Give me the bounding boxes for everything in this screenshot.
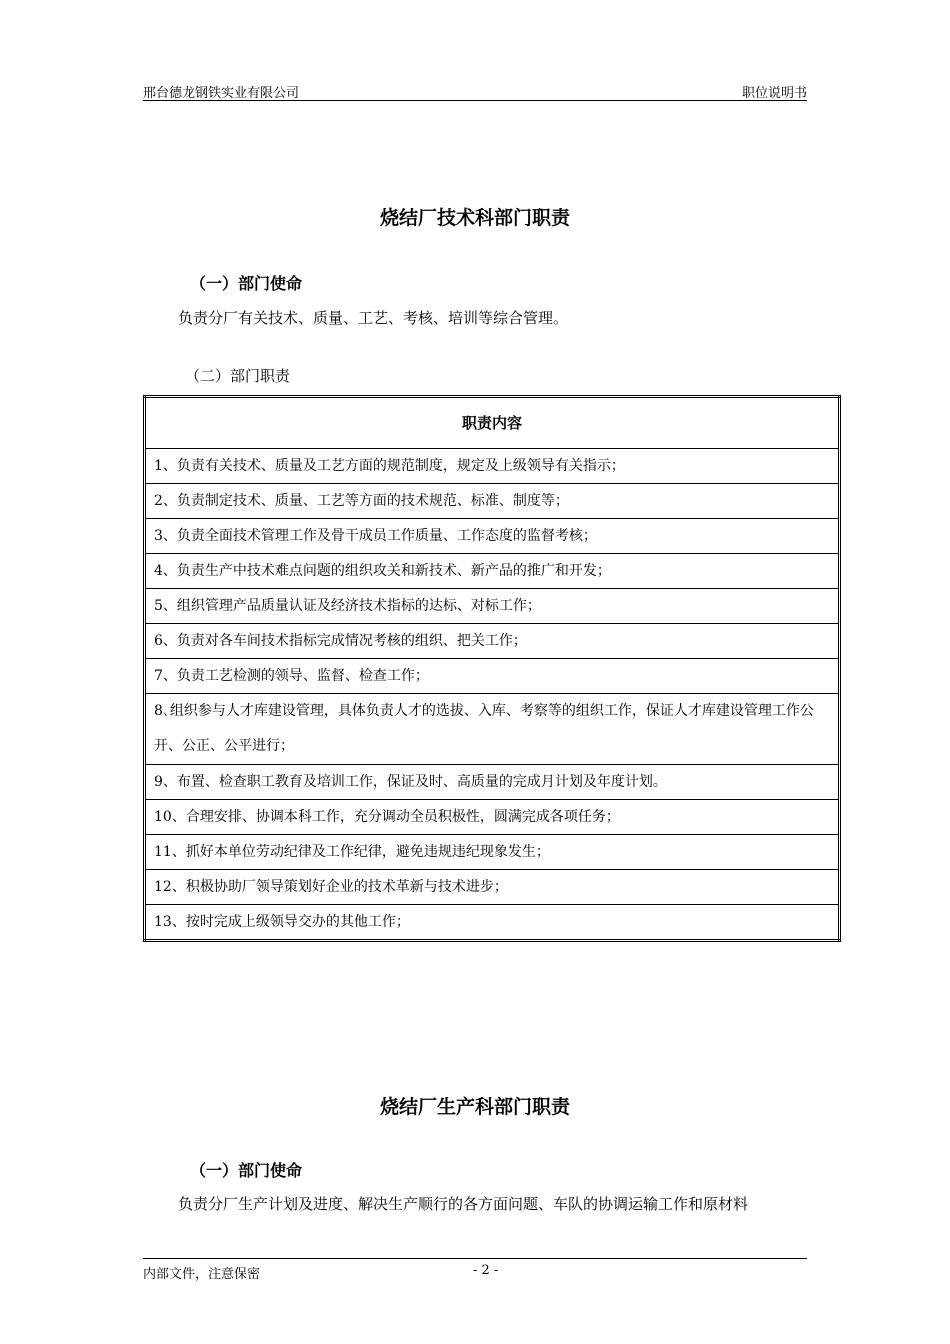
- duty-item: 10、合理安排、协调本科工作，充分调动全员积极性，圆满完成各项任务；: [145, 800, 840, 835]
- duty-item: 12、积极协助厂领导策划好企业的技术革新与技术进步；: [145, 870, 840, 905]
- table-row: [145, 870, 840, 905]
- table-row: [145, 765, 840, 800]
- duty-item: 2、负责制定技术、质量、工艺等方面的技术规范、标准、制度等；: [145, 484, 840, 519]
- duty-item: 8､组织参与人才库建设管理，具体负责人才的选拔、入库、考察等的组织工作，保证人才库建设管理工作公开、公正、公平进行；: [145, 694, 840, 765]
- duty-item: 6、负责对各车间技术指标完成情况考核的组织、把关工作；: [145, 624, 840, 659]
- table-row: [145, 449, 840, 484]
- section1-mission-heading: （一）部门使命: [190, 274, 303, 293]
- company-name: 邢台德龙钢铁实业有限公司: [143, 86, 300, 101]
- duty-item: 5、组织管理产品质量认证及经济技术指标的达标、对标工作；: [145, 589, 840, 624]
- table-row: [145, 624, 840, 659]
- section1-duties-heading: （二）部门职责: [185, 367, 291, 385]
- page-number: - 2 -: [473, 1263, 499, 1278]
- duty-item: 4、负责生产中技术难点问题的组织攻关和新技术、新产品的推广和开发；: [145, 554, 840, 589]
- table-row: [145, 484, 840, 519]
- duty-item: 13、按时完成上级领导交办的其他工作；: [145, 905, 840, 941]
- document-type: 职位说明书: [741, 86, 807, 101]
- section2-mission-text: 负责分厂生产计划及进度、解决生产顺行的各方面问题、车队的协调运输工作和原材料: [178, 1195, 749, 1213]
- table-row: [145, 659, 840, 694]
- table-row: [145, 800, 840, 835]
- page-header: [143, 80, 807, 101]
- table-header-cell: 职责内容: [145, 397, 840, 449]
- duty-item: 1、负责有关技术、质量及工艺方面的规范制度，规定及上级领导有关指示；: [145, 449, 840, 484]
- duty-item: 11、抓好本单位劳动纪律及工作纪律，避免违规违纪现象发生；: [145, 835, 840, 870]
- table-row: [145, 694, 840, 765]
- table-row: [145, 519, 840, 554]
- duty-item: 3、负责全面技术管理工作及骨干成员工作质量、工作态度的监督考核；: [145, 519, 840, 554]
- table-row: [145, 905, 840, 941]
- section2-title: 烧结厂生产科部门职责: [379, 1096, 570, 1118]
- duties-table: [143, 395, 841, 942]
- duty-item: 9、布置、检查职工教育及培训工作，保证及时、高质量的完成月计划及年度计划。: [145, 765, 840, 800]
- section1-mission-text: 负责分厂有关技术、质量、工艺、考核、培训等综合管理。: [178, 309, 569, 327]
- page-footer: [143, 1258, 807, 1281]
- section1-title: 烧结厂技术科部门职责: [379, 207, 570, 229]
- table-row: [145, 554, 840, 589]
- confidential-note: 内部文件，注意保密: [143, 1267, 261, 1282]
- duty-item: 7、负责工艺检测的领导、监督、检查工作；: [145, 659, 840, 694]
- section2-mission-heading: （一）部门使命: [190, 1161, 303, 1180]
- table-row: [145, 835, 840, 870]
- table-row: [145, 589, 840, 624]
- table-header-row: [145, 397, 840, 449]
